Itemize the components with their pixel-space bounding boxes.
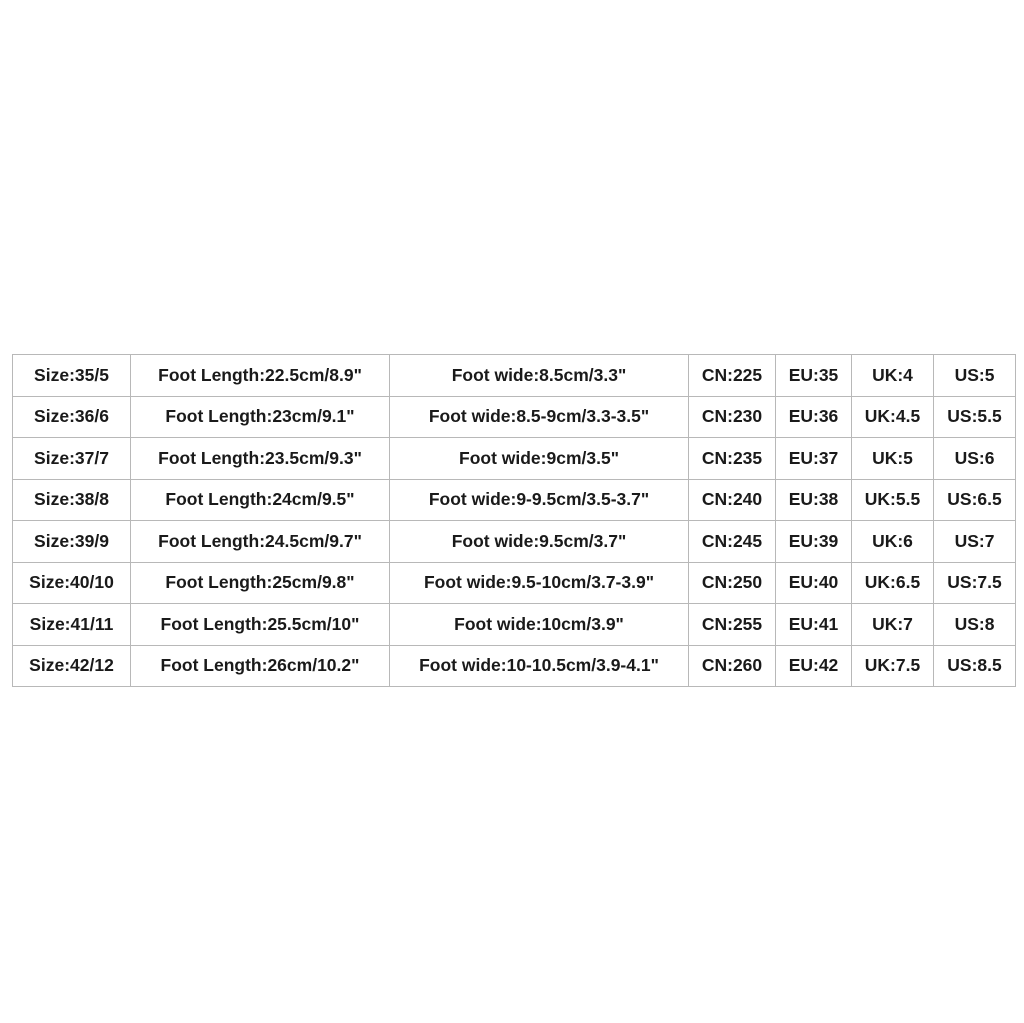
eu-size-cell: EU:42 bbox=[776, 645, 852, 687]
us-size-cell: US:5 bbox=[934, 355, 1016, 397]
us-size-cell: US:8.5 bbox=[934, 645, 1016, 687]
us-size-cell: US:6 bbox=[934, 438, 1016, 480]
foot-length-cell: Foot Length:25.5cm/10" bbox=[131, 604, 390, 646]
uk-size-cell: UK:7 bbox=[852, 604, 934, 646]
uk-size-cell: UK:5.5 bbox=[852, 479, 934, 521]
foot-length-cell: Foot Length:25cm/9.8" bbox=[131, 562, 390, 604]
foot-wide-cell: Foot wide:10-10.5cm/3.9-4.1" bbox=[390, 645, 689, 687]
size-cell: Size:36/6 bbox=[13, 396, 131, 438]
foot-length-cell: Foot Length:24cm/9.5" bbox=[131, 479, 390, 521]
us-size-cell: US:7.5 bbox=[934, 562, 1016, 604]
size-chart-table bbox=[12, 354, 1016, 687]
foot-length-cell: Foot Length:23.5cm/9.3" bbox=[131, 438, 390, 480]
cn-size-cell: CN:255 bbox=[689, 604, 776, 646]
size-chart-row bbox=[13, 396, 1016, 438]
us-size-cell: US:7 bbox=[934, 521, 1016, 563]
size-cell: Size:35/5 bbox=[13, 355, 131, 397]
eu-size-cell: EU:37 bbox=[776, 438, 852, 480]
foot-length-cell: Foot Length:23cm/9.1" bbox=[131, 396, 390, 438]
foot-length-cell: Foot Length:22.5cm/8.9" bbox=[131, 355, 390, 397]
foot-length-cell: Foot Length:26cm/10.2" bbox=[131, 645, 390, 687]
cn-size-cell: CN:235 bbox=[689, 438, 776, 480]
size-chart-row bbox=[13, 562, 1016, 604]
us-size-cell: US:6.5 bbox=[934, 479, 1016, 521]
cn-size-cell: CN:230 bbox=[689, 396, 776, 438]
size-cell: Size:40/10 bbox=[13, 562, 131, 604]
eu-size-cell: EU:36 bbox=[776, 396, 852, 438]
size-chart-row bbox=[13, 479, 1016, 521]
eu-size-cell: EU:38 bbox=[776, 479, 852, 521]
size-chart-body bbox=[13, 355, 1016, 687]
us-size-cell: US:8 bbox=[934, 604, 1016, 646]
foot-wide-cell: Foot wide:9cm/3.5" bbox=[390, 438, 689, 480]
size-chart-row bbox=[13, 645, 1016, 687]
size-chart-row bbox=[13, 604, 1016, 646]
foot-wide-cell: Foot wide:9.5cm/3.7" bbox=[390, 521, 689, 563]
uk-size-cell: UK:7.5 bbox=[852, 645, 934, 687]
size-cell: Size:37/7 bbox=[13, 438, 131, 480]
cn-size-cell: CN:240 bbox=[689, 479, 776, 521]
eu-size-cell: EU:41 bbox=[776, 604, 852, 646]
size-cell: Size:41/11 bbox=[13, 604, 131, 646]
size-cell: Size:38/8 bbox=[13, 479, 131, 521]
size-cell: Size:39/9 bbox=[13, 521, 131, 563]
foot-wide-cell: Foot wide:8.5cm/3.3" bbox=[390, 355, 689, 397]
eu-size-cell: EU:40 bbox=[776, 562, 852, 604]
uk-size-cell: UK:4 bbox=[852, 355, 934, 397]
eu-size-cell: EU:35 bbox=[776, 355, 852, 397]
uk-size-cell: UK:6.5 bbox=[852, 562, 934, 604]
foot-wide-cell: Foot wide:9-9.5cm/3.5-3.7" bbox=[390, 479, 689, 521]
us-size-cell: US:5.5 bbox=[934, 396, 1016, 438]
foot-length-cell: Foot Length:24.5cm/9.7" bbox=[131, 521, 390, 563]
foot-wide-cell: Foot wide:9.5-10cm/3.7-3.9" bbox=[390, 562, 689, 604]
uk-size-cell: UK:6 bbox=[852, 521, 934, 563]
foot-wide-cell: Foot wide:10cm/3.9" bbox=[390, 604, 689, 646]
size-cell: Size:42/12 bbox=[13, 645, 131, 687]
size-chart-row bbox=[13, 355, 1016, 397]
eu-size-cell: EU:39 bbox=[776, 521, 852, 563]
uk-size-cell: UK:4.5 bbox=[852, 396, 934, 438]
cn-size-cell: CN:245 bbox=[689, 521, 776, 563]
foot-wide-cell: Foot wide:8.5-9cm/3.3-3.5" bbox=[390, 396, 689, 438]
cn-size-cell: CN:225 bbox=[689, 355, 776, 397]
size-chart-row bbox=[13, 521, 1016, 563]
uk-size-cell: UK:5 bbox=[852, 438, 934, 480]
cn-size-cell: CN:250 bbox=[689, 562, 776, 604]
cn-size-cell: CN:260 bbox=[689, 645, 776, 687]
size-chart-row bbox=[13, 438, 1016, 480]
